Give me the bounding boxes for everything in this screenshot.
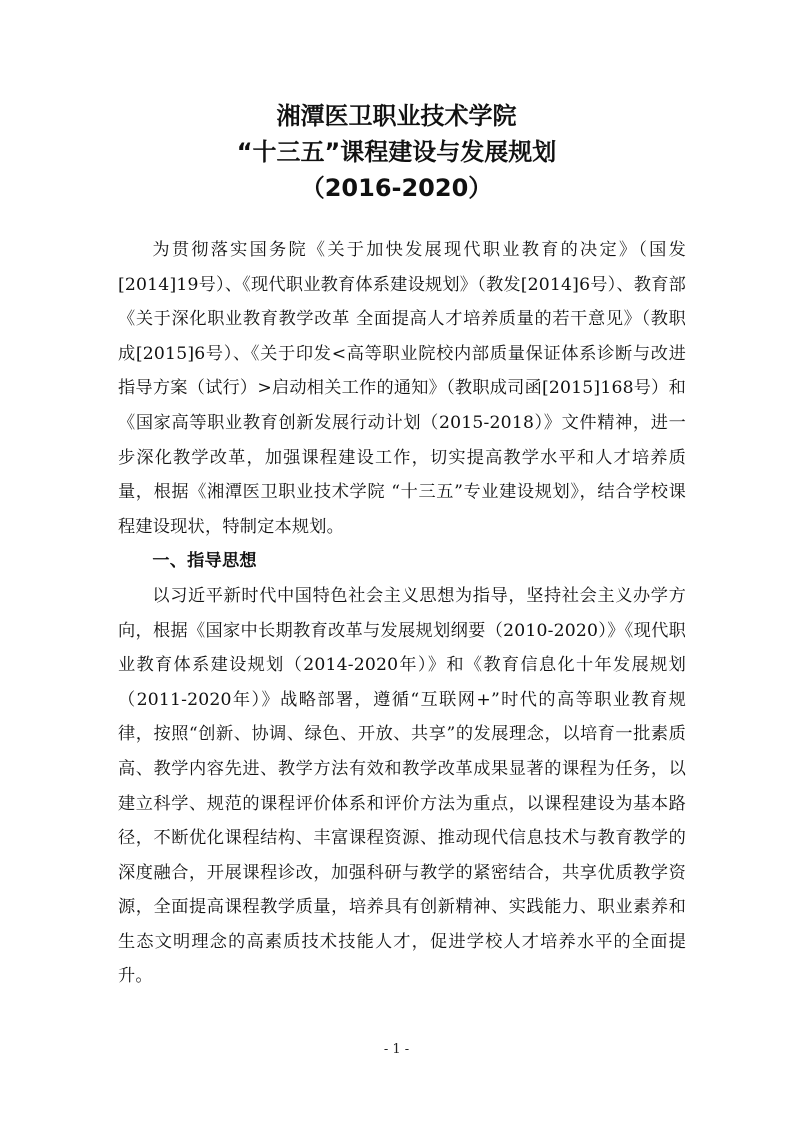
intro-paragraph: 为贯彻落实国务院《关于加快发展现代职业教育的决定》（国发[2014]19号）、《现代职业教育体系建设规划》（教发[2014]6号）、教育部《关于深化职业教育教学改革 全面提高人才培养质量的若干意见》（教职成[2015]6号）、《关于印发<高等职业院校内部质量保证体系诊断与改进指导方案（试行）>启动相关工作的通知》（教职成司函[2015]168号）和《国家高等职业教育创新发展行动计划（2015-2018）》文件精神，进一步深化教学改革，加强课程建设工作，切实提高教学水平和人才培养质量，根据《湘潭医卫职业技术学院 “十三五”专业建设规划》，结合学校课程建设现状，特制定本规划。 [118,240,686,537]
title-plan-name: “十三五”课程建设与发展规划 [236,138,557,166]
section-heading-guiding-ideology: 一、指导思想 [152,551,257,572]
document-title [0,98,793,206]
document-body [118,233,686,994]
title-institution: 湘潭医卫职业技术学院 [276,102,517,130]
page-number: - 1 - [383,1042,410,1057]
title-period: （2016-2020） [300,174,493,202]
guiding-ideology-paragraph: 以习近平新时代中国特色社会主义思想为指导，坚持社会主义办学方向，根据《国家中长期教育改革与发展规划纲要（2010-2020）》《现代职业教育体系建设规划（2014-2020年）》和《教育信息化十年发展规划（2011-2020年）》战略部署，遵循“互联网+”时代的高等职业教育规律，按照“创新、协调、绿色、开放、共享”的发展理念，以培育一批素质高、教学内容先进、教学方法有效和教学改革成果显著的课程为任务，以建立科学、规范的课程评价体系和评价方法为重点，以课程建设为基本路径，不断优化课程结构、丰富课程资源、推动现代信息技术与教育教学的深度融合，开展课程诊改，加强科研与教学的紧密结合，共享优质教学资源，全面提高课程教学质量，培养具有创新精神、实践能力、职业素养和生态文明理念的高素质技术技能人才，促进学校人才培养水平的全面提升。 [118,585,686,987]
